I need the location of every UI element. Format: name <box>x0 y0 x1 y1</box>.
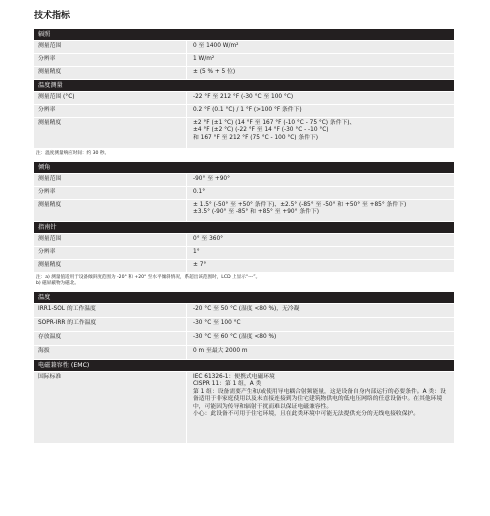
section-header: 温度测量 <box>34 80 454 91</box>
spec-value: -20 °C 至 50 °C (湿度 <80 %)，无冷凝 <box>186 304 454 317</box>
spec-row <box>34 331 454 345</box>
spec-label: 测量范围 <box>38 43 62 49</box>
section-header: 电磁兼容性 (EMC) <box>34 360 454 371</box>
spec-label: 测量精度 <box>38 202 62 208</box>
spec-row <box>34 259 454 272</box>
spec-label: 测量范围 <box>38 236 62 242</box>
spec-row <box>34 371 454 443</box>
spec-label: 测量精度 <box>38 262 62 268</box>
spec-value: 0° 至 360° <box>186 234 454 246</box>
spec-label: 分辨率 <box>38 56 56 62</box>
spec-row <box>34 40 454 53</box>
spec-value: 1 W/m² <box>186 54 454 66</box>
spec-value: -90° 至 +90° <box>186 174 454 186</box>
spec-value: 0 m 至最大 2000 m <box>186 346 454 359</box>
spec-label: 海拔 <box>38 348 50 354</box>
spec-value: 0.1° <box>186 187 454 199</box>
section-header: 温度 <box>34 292 454 303</box>
spec-value: 0 至 1400 W/m² <box>186 41 454 53</box>
spec-value: -30 °C 至 100 °C <box>186 318 454 331</box>
spec-row <box>34 186 454 199</box>
spec-row <box>34 66 454 79</box>
spec-value: ±2 °F (±1 °C) (14 °F 至 167 °F (-10 °C - 75 °C) 条件下)、 ±4 °F (±2 °C) (-22 °F 至 14 °F (-30 °C - -10 °C) 和 167 °F 至 212 °F (75 °C - 100 °C) 条件下) <box>186 118 454 148</box>
section-header: 倾角 <box>34 162 454 173</box>
spec-label: 分辨率 <box>38 249 56 255</box>
spec-label: 测量范围 (°C) <box>38 94 75 100</box>
spec-row <box>34 233 454 246</box>
spec-row <box>34 104 454 117</box>
spec-row <box>34 199 454 221</box>
section-note: 注：a) 测量值适用于设备倾斜度范围为 -20° 和 +20° 至水平倾斜情况，系超出该范围时，LCD 上显示“---”。 b) 磁屏蔽物为磁北。 <box>36 275 261 286</box>
spec-row <box>34 345 454 359</box>
section-note: 注：温度测量响应时间：约 30 秒。 <box>36 151 110 156</box>
spec-value: -30 °C 至 60 °C (湿度 <80 %) <box>186 332 454 345</box>
spec-row <box>34 117 454 148</box>
spec-label: 存放温度 <box>38 334 62 340</box>
spec-row <box>34 317 454 331</box>
spec-row <box>34 246 454 259</box>
spec-row <box>34 173 454 186</box>
spec-label: 分辨率 <box>38 107 56 113</box>
document-title: 技术指标 <box>34 11 71 21</box>
spec-label: IRR1-SOL 的工作温度 <box>38 306 96 312</box>
spec-row <box>34 53 454 66</box>
spec-value: 0.2 °F (0.1 °C) / 1 °F (>100 °F 条件下) <box>186 105 454 117</box>
section-header: 指南针 <box>34 222 454 233</box>
spec-row <box>34 91 454 104</box>
spec-value: ± (5 % + 5 位) <box>186 67 454 79</box>
spec-value: ± 7° <box>186 260 454 272</box>
spec-label: 分辨率 <box>38 189 56 195</box>
spec-value: -22 °F 至 212 °F (-30 °C 至 100 °C) <box>186 92 454 104</box>
spec-label: 测量精度 <box>38 69 62 75</box>
spec-value: IEC 61326-1：便携式电磁环境 CISPR 11：第 1 组，A 类 第 1 组：设备需要产生和/或使用导电耦合射频能量，这是设备自身内部运行的必要条件。A 类：设备适用于非家庭使用以及未直接连接到为住宅建筑物供电的低电压网络的任意设备中。在其他环境中，可能因为传导和辐射干扰而难以保证电磁兼容性。 小心：此设备不可用于住宅环境，且在此类环境中可能无法提供充分的无线电接收保护。 <box>186 372 454 443</box>
spec-value: 1° <box>186 247 454 259</box>
spec-row <box>34 303 454 317</box>
spec-label: 国际标准 <box>38 374 62 380</box>
spec-label: SOPR-IRR 的工作温度 <box>38 320 97 326</box>
spec-value: ± 1.5° (-50° 至 +50° 条件下)、±2.5° (-85° 至 -50° 和 +50° 至 +85° 条件下) ±3.5° (-90° 至 -85° 和 +85° 至 +90° 条件下) <box>186 200 454 221</box>
spec-label: 测量精度 <box>38 120 62 126</box>
spec-table <box>34 29 454 443</box>
section-header: 辐照 <box>34 29 454 40</box>
spec-label: 测量范围 <box>38 176 62 182</box>
